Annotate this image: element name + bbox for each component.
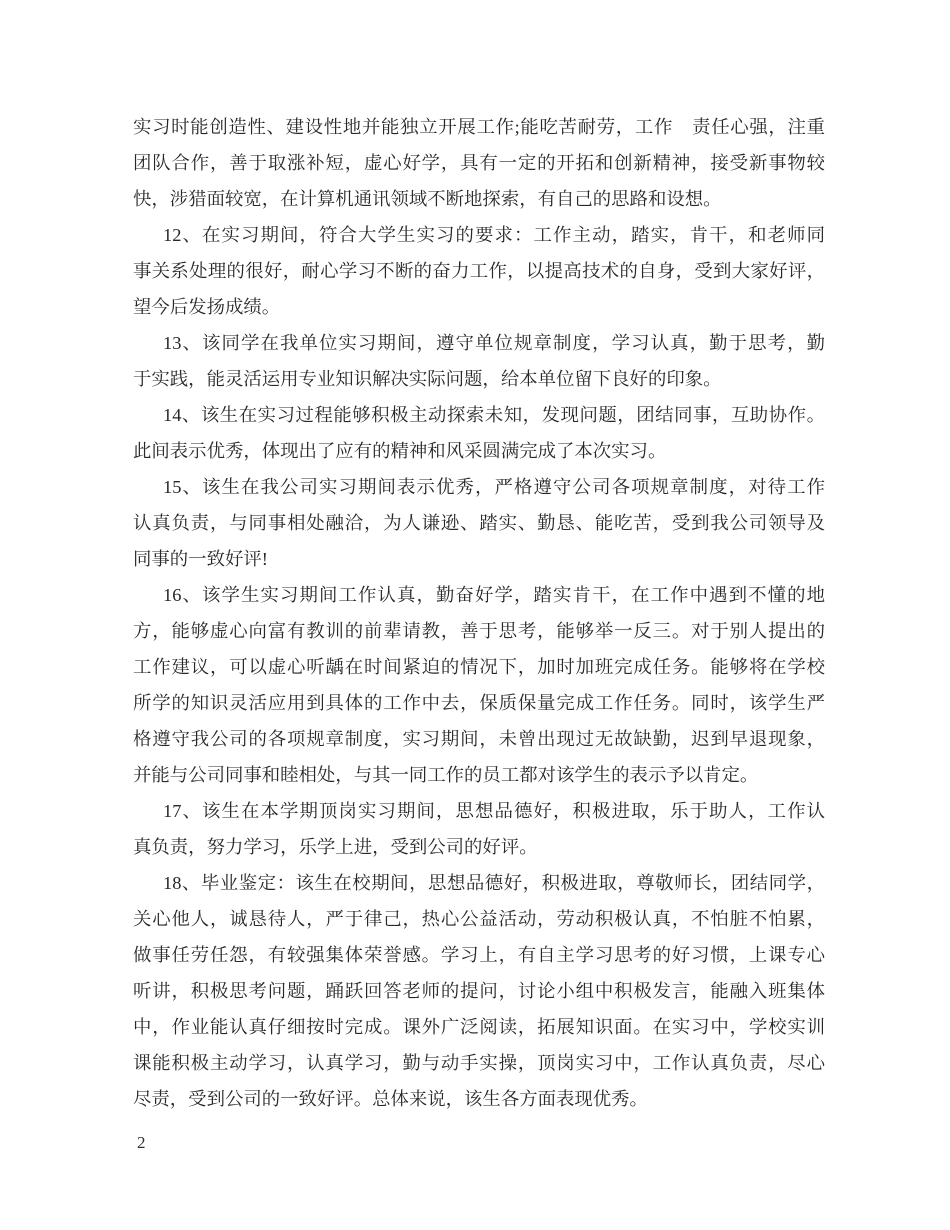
text-line: 认真负责，与同事相处融洽，为人谦逊、踏实、勤恳、能吃苦，受到我公司领导及 bbox=[133, 513, 825, 533]
paragraph bbox=[133, 109, 825, 217]
text-line: 做事任劳任怨，有较强集体荣誉感。学习上，有自主学习思考的好习惯，上课专心 bbox=[133, 945, 825, 965]
text-line: 12、在实习期间，符合大学生实习的要求：工作主动，踏实，肯干，和老师同 bbox=[163, 225, 825, 245]
text-line: 17、该生在本学期顶岗实习期间，思想品德好，积极进取，乐于助人，工作认 bbox=[163, 801, 825, 821]
text-line: 15、该生在我公司实习期间表示优秀，严格遵守公司各项规章制度，对待工作 bbox=[163, 477, 825, 497]
paragraph bbox=[133, 577, 825, 793]
text-line: 实习时能创造性、建设性地并能独立开展工作;能吃苦耐劳，工作 责任心强，注重 bbox=[133, 117, 825, 137]
page-number: 2 bbox=[137, 1133, 146, 1152]
text-line: 所学的知识灵活应用到具体的工作中去，保质保量完成工作任务。同时，该学生严 bbox=[133, 693, 825, 713]
text-line: 中，作业能认真仔细按时完成。课外广泛阅读，拓展知识面。在实习中，学校实训 bbox=[133, 1017, 825, 1037]
text-line: 此间表示优秀，体现出了应有的精神和风采圆满完成了本次实习。 bbox=[133, 441, 667, 461]
text-line: 同事的一致好评! bbox=[133, 549, 268, 569]
paragraph bbox=[133, 865, 825, 1117]
text-line: 尽责，受到公司的一致好评。总体来说，该生各方面表现优秀。 bbox=[133, 1089, 648, 1109]
document-body bbox=[133, 109, 825, 1117]
paragraph bbox=[133, 793, 825, 865]
text-line: 16、该学生实习期间工作认真，勤奋好学，踏实肯干，在工作中遇到不懂的地 bbox=[163, 585, 825, 605]
text-line: 关心他人，诚恳待人，严于律己，热心公益活动，劳动积极认真，不怕脏不怕累， bbox=[133, 909, 825, 929]
text-line: 并能与公司同事和睦相处，与其一同工作的员工都对该学生的表示予以肯定。 bbox=[133, 765, 759, 785]
text-line: 18、毕业鉴定：该生在校期间，思想品德好，积极进取，尊敬师长，团结同学， bbox=[163, 873, 825, 893]
paragraph bbox=[133, 397, 825, 469]
text-line: 方，能够虚心向富有教训的前辈请教，善于思考，能够举一反三。对于别人提出的 bbox=[133, 621, 825, 641]
text-line: 听讲，积极思考问题，踊跃回答老师的提问，讨论小组中积极发言，能融入班集体 bbox=[133, 981, 825, 1001]
text-line: 望今后发扬成绩。 bbox=[133, 297, 281, 317]
text-line: 格遵守我公司的各项规章制度，实习期间，未曾出现过无故缺勤，迟到早退现象， bbox=[133, 729, 825, 749]
text-line: 于实践，能灵活运用专业知识解决实际问题，给本单位留下良好的印象。 bbox=[133, 369, 722, 389]
text-line: 快，涉猎面较宽，在计算机通讯领域不断地探索，有自己的思路和设想。 bbox=[133, 189, 722, 209]
text-line: 13、该同学在我单位实习期间，遵守单位规章制度，学习认真，勤于思考，勤 bbox=[163, 333, 825, 353]
text-line: 课能积极主动学习，认真学习，勤与动手实操，顶岗实习中，工作认真负责，尽心 bbox=[133, 1053, 825, 1073]
text-line: 工作建议，可以虚心听龋在时间紧迫的情况下，加时加班完成任务。能够将在学校 bbox=[133, 657, 825, 677]
text-line: 事关系处理的很好，耐心学习不断的奋力工作，以提高技术的自身，受到大家好评， bbox=[133, 261, 825, 281]
paragraph bbox=[133, 217, 825, 325]
text-line: 团队合作，善于取涨补短，虚心好学，具有一定的开拓和创新精神，接受新事物较 bbox=[133, 153, 825, 173]
text-line: 14、该生在实习过程能够积极主动探索未知，发现问题，团结同事，互助协作。 bbox=[163, 405, 825, 425]
paragraph bbox=[133, 325, 825, 397]
paragraph bbox=[133, 469, 825, 577]
text-line: 真负责，努力学习，乐学上进，受到公司的好评。 bbox=[133, 837, 538, 857]
